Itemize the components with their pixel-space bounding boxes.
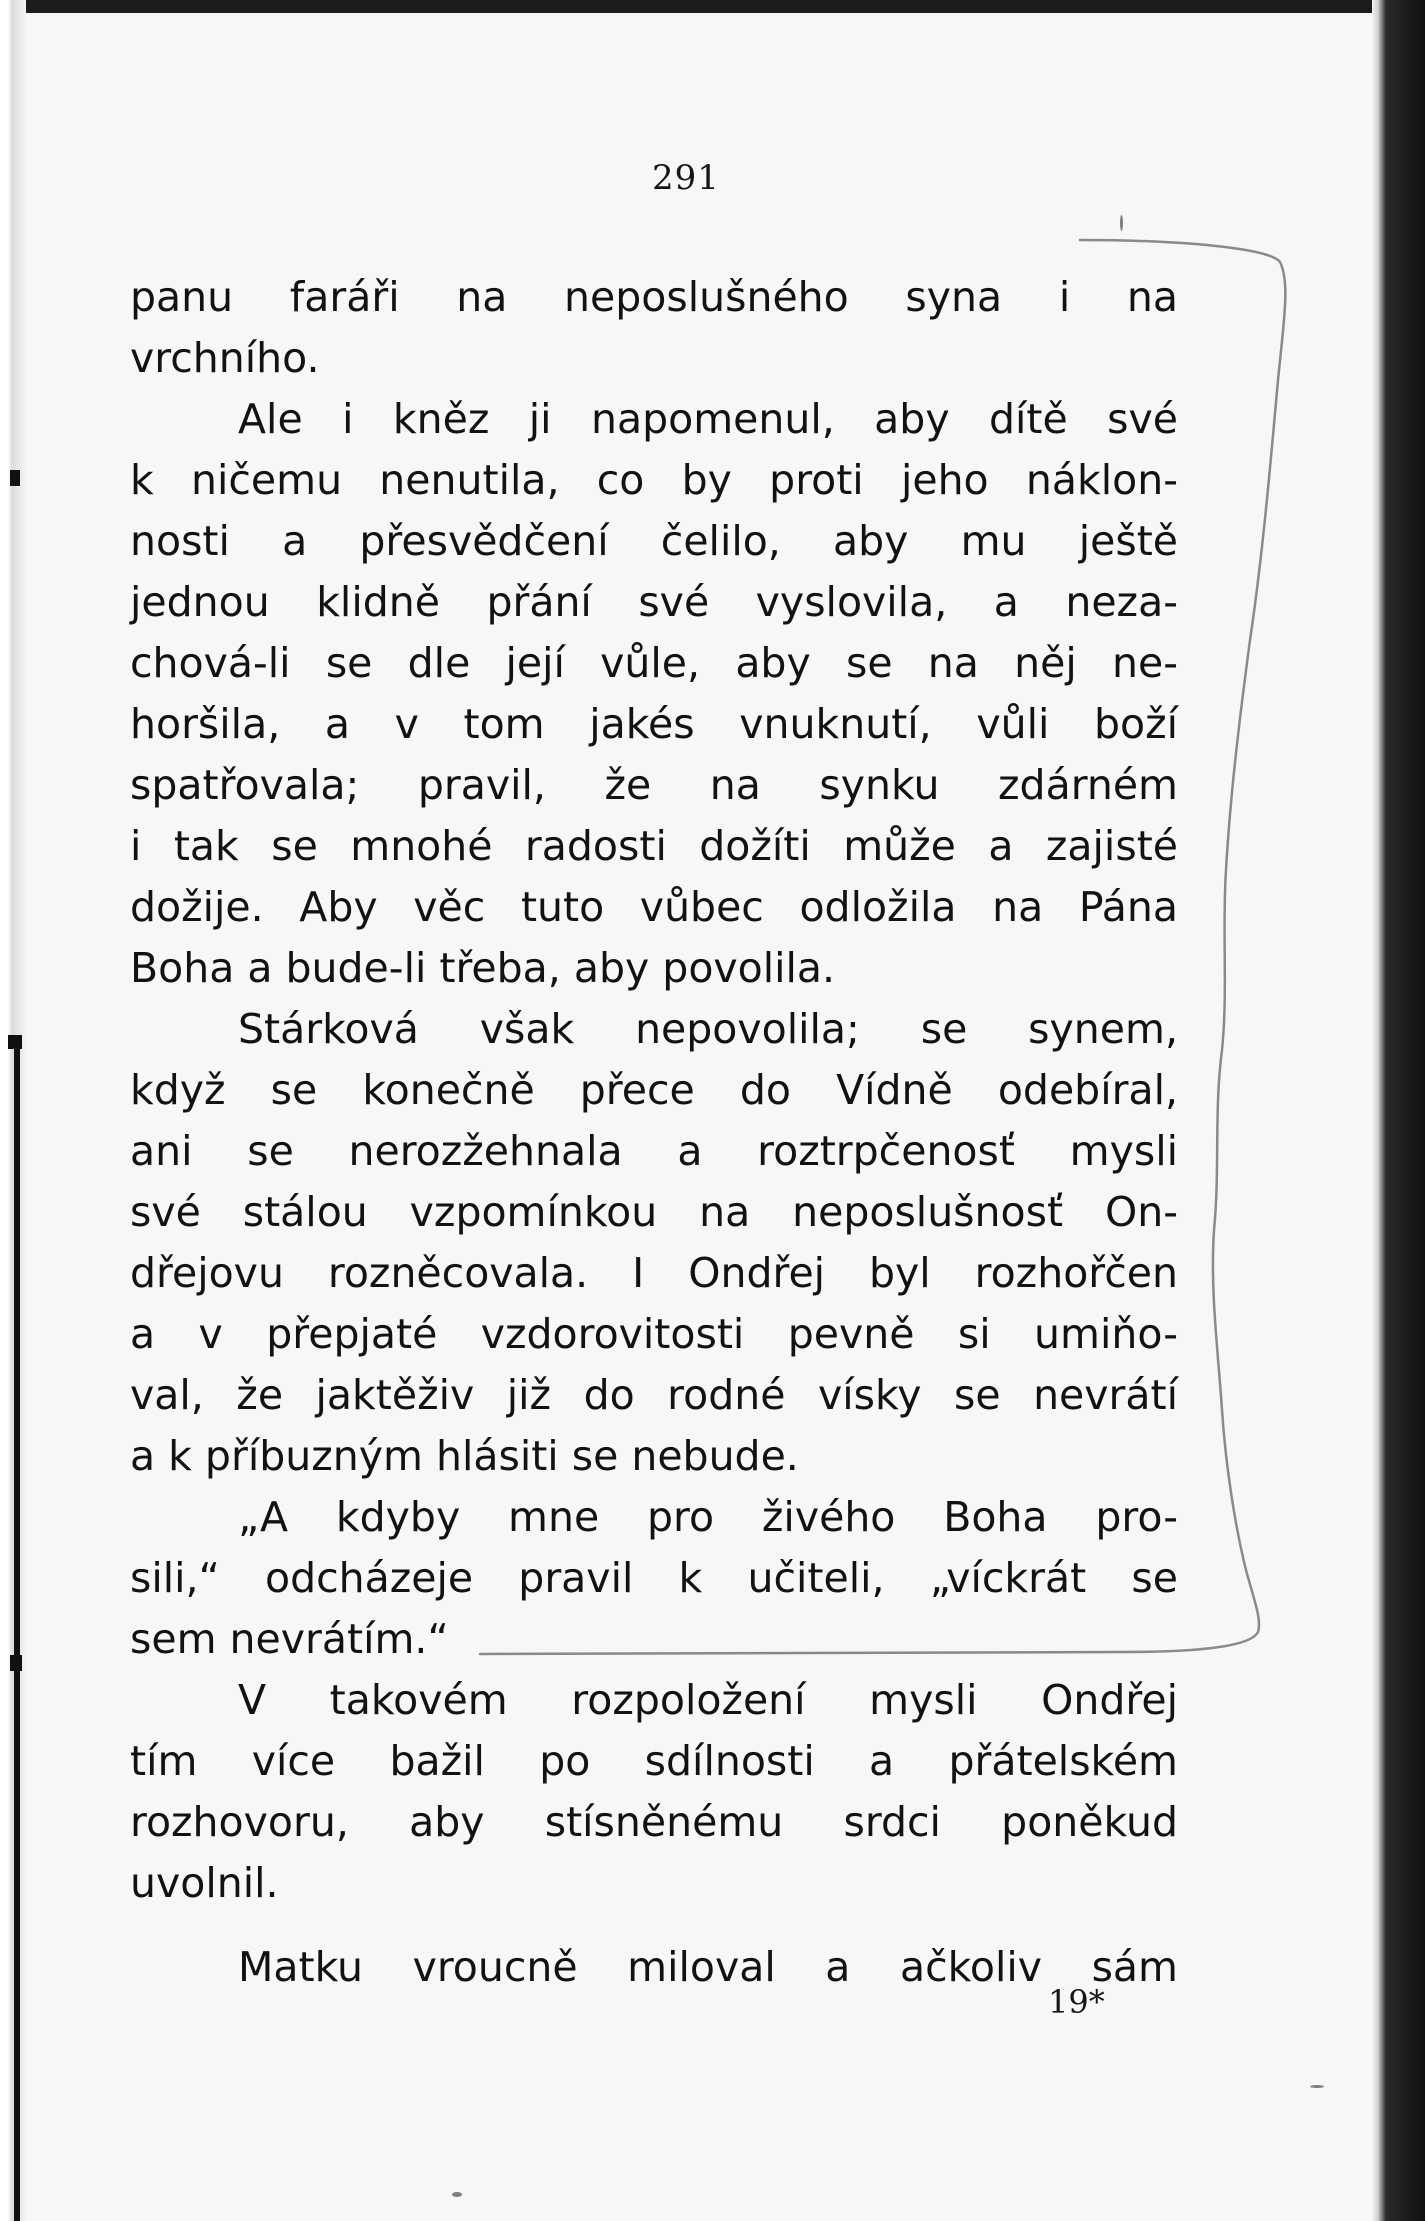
- paper-speck: [1120, 215, 1123, 231]
- text-line: i tak se mnohé radosti dožíti může a zajisté: [130, 822, 1178, 870]
- text-line: dřejovu rozněcovala. I Ondřej byl rozhořčen: [130, 1249, 1178, 1297]
- text-line: nosti a přesvědčení čelilo, aby mu ještě: [130, 517, 1178, 565]
- paragraph: [130, 1487, 1178, 1670]
- text-line: V takovém rozpoložení mysli Ondřej: [238, 1676, 1178, 1724]
- text-line: val, že jaktěživ již do rodné vísky se nevrátí: [130, 1371, 1178, 1419]
- text-line: Stárková však nepovolila; se synem,: [238, 1005, 1178, 1053]
- binding-mark: [10, 1655, 22, 1671]
- paper-speck: [452, 2192, 462, 2197]
- body-text: [130, 267, 1178, 1998]
- text-line: jednou klidně přání své vyslovila, a neza-: [130, 578, 1178, 626]
- scan-left-edge: [0, 0, 26, 2221]
- text-line: vrchního.: [130, 334, 320, 382]
- paragraph-gap: [130, 1914, 1178, 1937]
- text-line: Matku vroucně miloval a ačkoliv sám: [238, 1943, 1178, 1991]
- text-line: své stálou vzpomínkou na neposlušnosť On-: [130, 1188, 1178, 1236]
- text-line: Ale i kněz ji napomenul, aby dítě své: [238, 395, 1178, 443]
- binding-mark: [8, 1035, 22, 1049]
- sheet-signature: 19*: [1048, 1983, 1105, 2021]
- text-line: „A kdyby mne pro živého Boha pro-: [238, 1493, 1178, 1541]
- text-line: a v přepjaté vzdorovitosti pevně si umiňo-: [130, 1310, 1178, 1358]
- text-line: a k příbuzným hlásiti se nebude.: [130, 1432, 799, 1480]
- text-line: chová-li se dle její vůle, aby se na něj ne-: [130, 639, 1178, 687]
- paragraph: [130, 1937, 1178, 1998]
- paragraph: [130, 999, 1178, 1487]
- text-line: spatřovala; pravil, že na synku zdárném: [130, 761, 1178, 809]
- binding-rule: [14, 1040, 20, 2221]
- page-number: 291: [652, 158, 720, 198]
- paper-speck: [1310, 2085, 1324, 2088]
- text-line: tím více bažil po sdílnosti a přátelském: [130, 1737, 1178, 1785]
- text-line: ani se nerozžehnala a roztrpčenosť mysli: [130, 1127, 1178, 1175]
- text-line: rozhovoru, aby stísněnému srdci poněkud: [130, 1798, 1178, 1846]
- paragraph: [130, 267, 1178, 389]
- text-line: horšila, a v tom jakés vnuknutí, vůli boží: [130, 700, 1178, 748]
- text-line: Boha a bude-li třeba, aby povolila.: [130, 944, 836, 992]
- text-line: uvolnil.: [130, 1859, 279, 1907]
- text-line: sili,“ odcházeje pravil k učiteli, „víckrát se: [130, 1554, 1178, 1602]
- scan-right-edge: [1372, 0, 1425, 2221]
- paragraph: [130, 1670, 1178, 1914]
- text-line: dožije. Aby věc tuto vůbec odložila na Pána: [130, 883, 1178, 931]
- scan-top-edge: [0, 0, 1425, 13]
- text-line: k ničemu nenutila, co by proti jeho náklon-: [130, 456, 1178, 504]
- text-line: když se konečně přece do Vídně odebíral,: [130, 1066, 1178, 1114]
- text-line: panu faráři na neposlušného syna i na: [130, 273, 1178, 321]
- text-line: sem nevrátím.“: [130, 1615, 449, 1663]
- paragraph: [130, 389, 1178, 999]
- binding-mark: [10, 470, 20, 486]
